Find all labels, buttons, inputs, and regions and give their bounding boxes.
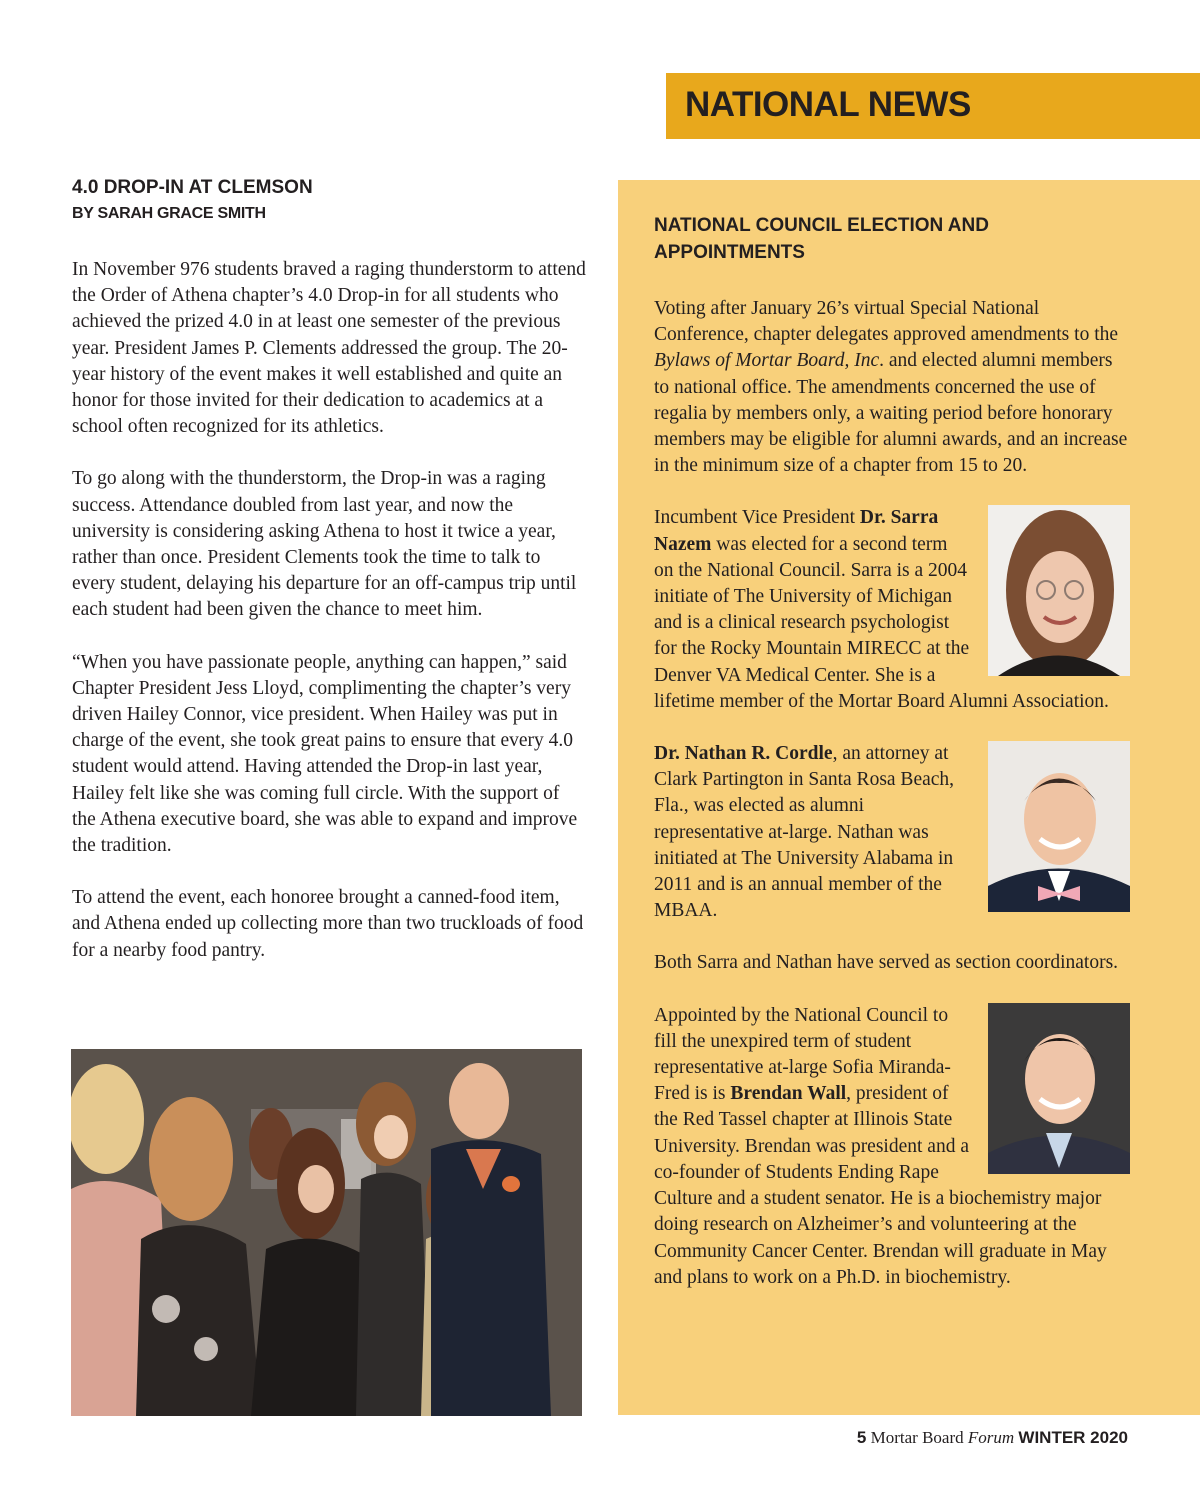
sarra-name: Dr. Sarra Nazem [654, 507, 939, 555]
clemson-article [72, 175, 587, 990]
issue-season: WINTER 2020 [1018, 1428, 1128, 1447]
brendan-name: Brendan Wall [730, 1083, 847, 1105]
article-paragraph: In November 976 students braved a raging thunderstorm to attend the Order of Athena chapter’s 4.0 Drop-in for all students who achieved the prized 4.0 in at least one semester of the previous year. President James P. Clements addressed the group. The 20-year history of the event makes it well established and quite an honor for those invited for their dedication to academics at a school often recognized for its athletics. [72, 259, 586, 438]
nathan-portrait-illustration [988, 741, 1130, 912]
nathan-paragraph [654, 741, 1129, 924]
section-banner [666, 73, 1200, 139]
sarra-text-end: was elected for a second term on the National Council. Sarra is a 2004 initiate of The University of Michigan and is a clinical research psychologist for the Rocky Mountain MIRECC at the Denver VA Medical Center. She is a lifetime member of the Mortar Board Alumni Association. [654, 533, 1109, 712]
brendan-paragraph [654, 1003, 1129, 1291]
sarra-text: Incumbent Vice President [654, 507, 860, 529]
intro-text: Voting after January 26’s virtual Special National Conference, chapter delegates approved amendments to the [654, 298, 1119, 346]
page-number: 5 [856, 1428, 867, 1447]
both-paragraph: Both Sarra and Nathan have served as section coordinators. [654, 952, 1119, 974]
brendan-portrait [988, 1003, 1130, 1174]
intro-text-end: . and elected alumni members to national office. The amendments concerned the use of regalia by members only, a waiting period before honorary members may be eligible for alumni awards, and an increase in the minimum size of a chapter from 15 to 20. [654, 350, 1128, 477]
nathan-text: , an attorney at Clark Partington in Santa Rosa Beach, Fla., was elected as alumni representative at-large. Nathan was initiated at The University Alabama in 2011 and is an annual member of the MBAA. [654, 743, 955, 922]
nathan-name: Dr. Nathan R. Cordle [654, 743, 833, 765]
event-photo [71, 1049, 582, 1416]
intro-paragraph [654, 296, 1129, 479]
event-photo-illustration [71, 1049, 582, 1416]
sarra-portrait-illustration [988, 505, 1130, 676]
article-title: 4.0 DROP-IN AT CLEMSON [72, 177, 313, 198]
article-body [72, 257, 587, 964]
council-body [654, 296, 1129, 1291]
brendan-text: Appointed by the National Council to fill the unexpired term of student representative at-large Sofia Miranda-Fred is is [654, 1004, 951, 1105]
banner-title: NATIONAL NEWS [685, 85, 971, 124]
article-paragraph: To attend the event, each honoree brought a canned-food item, and Athena ended up collecting more than two truckloads of food for a nearby food pantry. [72, 887, 584, 961]
sarra-portrait [988, 505, 1130, 676]
sarra-paragraph [654, 505, 1129, 715]
council-panel [618, 180, 1200, 1415]
article-paragraph: To go along with the thunderstorm, the Drop-in was a raging success. Attendance doubled from last year, and now the university is considering asking Athena to host it twice a year, rather than once. President Clements took the time to talk to every student, delaying his departure for an off-campus trip until each student had been given the chance to meet him. [72, 468, 577, 621]
publication-name-italic: Forum [967, 1428, 1015, 1447]
page-footer [857, 1428, 1128, 1448]
nathan-portrait [988, 741, 1130, 912]
brendan-portrait-illustration [988, 1003, 1130, 1174]
council-title: NATIONAL COUNCIL ELECTION AND APPOINTMENTS [654, 215, 989, 263]
bylaws-title: Bylaws of Mortar Board, Inc [654, 350, 880, 372]
publication-name: Mortar Board [870, 1428, 964, 1447]
article-paragraph: “When you have passionate people, anything can happen,” said Chapter President Jess Lloyd, complimenting the chapter’s very driven Hailey Connor, vice president. When Hailey was put in charge of the event, she took great pains to ensure that every 4.0 student would attend. Having attended the Drop-in last year, Hailey felt like she was coming full circle. With the support of the Athena executive board, she was able to expand and improve the tradition. [72, 651, 578, 857]
article-byline: BY SARAH GRACE SMITH [72, 205, 266, 222]
brendan-text-end: , president of the Red Tassel chapter at Illinois State University. Brendan was president and a co-founder of Students Ending Rape Culture and a student senator. He is a biochemistry major doing research on Alzheimer’s and volunteering at the Community Cancer Center. Brendan will graduate in May and plans to work on a Ph.D. in biochemistry. [654, 1083, 1107, 1288]
